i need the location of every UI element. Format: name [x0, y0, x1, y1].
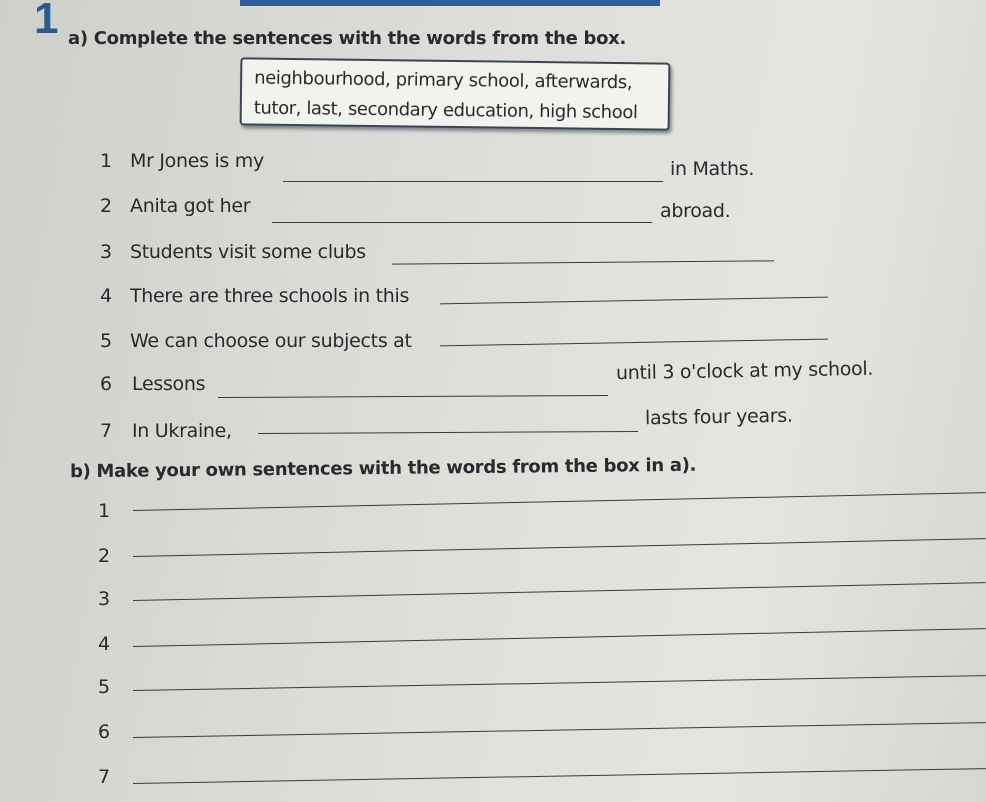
- part-b-number-4: 4: [98, 633, 111, 655]
- part-b-line-1[interactable]: [133, 492, 986, 511]
- part-b-line-6[interactable]: [133, 722, 986, 738]
- part-b-line-3[interactable]: [133, 582, 986, 601]
- sentence-6-number: 6: [100, 373, 112, 395]
- part-b-line-4[interactable]: [133, 628, 986, 647]
- header-bar: [240, 0, 660, 6]
- part-b-line-7[interactable]: [133, 768, 986, 784]
- sentence-1-end: in Maths.: [670, 158, 755, 180]
- part-b-number-6: 6: [98, 721, 111, 743]
- part-b-number-3: 3: [98, 588, 111, 610]
- part-b-number-7: 7: [98, 766, 111, 788]
- sentence-7-end: lasts four years.: [644, 404, 793, 430]
- sentence-2-end: abroad.: [660, 200, 731, 222]
- part-b-line-2[interactable]: [133, 538, 986, 557]
- answer-blank-5[interactable]: [440, 339, 828, 347]
- sentence-6-end: until 3 o'clock at my school.: [615, 357, 874, 385]
- sentence-4-number: 4: [100, 285, 112, 307]
- answer-blank-4[interactable]: [440, 297, 828, 305]
- answer-blank-6[interactable]: [218, 395, 608, 398]
- sentence-3-number: 3: [100, 241, 112, 263]
- part-b-instruction: b) Make your own sentences with the words from the box in a).: [69, 454, 697, 483]
- part-b-line-5[interactable]: [133, 675, 986, 691]
- exercise-number: 1: [34, 0, 59, 43]
- word-box-line-2: tutor, last, secondary education, high school: [253, 97, 638, 124]
- sentence-5-number: 5: [100, 330, 112, 352]
- sentence-7-text: In Ukraine,: [132, 420, 232, 442]
- part-a-instruction: a) Complete the sentences with the words from the box.: [68, 28, 627, 49]
- answer-blank-7[interactable]: [258, 431, 638, 434]
- sentence-6-text: Lessons: [132, 373, 206, 395]
- part-b-number-2: 2: [98, 545, 111, 567]
- sentence-1-number: 1: [100, 150, 112, 172]
- part-b-number-1: 1: [98, 500, 111, 522]
- sentence-2-text: Anita got her: [130, 195, 251, 217]
- word-box: [240, 57, 671, 130]
- answer-blank-3[interactable]: [392, 260, 774, 264]
- word-box-line-1: neighbourhood, primary school, afterwards,: [254, 67, 633, 94]
- answer-blank-1[interactable]: [283, 181, 663, 182]
- sentence-3-text: Students visit some clubs: [130, 241, 366, 263]
- sentence-1-text: Mr Jones is my: [130, 150, 264, 172]
- sentence-5-text: We can choose our subjects at: [130, 330, 412, 352]
- sentence-4-text: There are three schools in this: [130, 285, 410, 307]
- sentence-2-number: 2: [100, 195, 112, 217]
- sentence-7-number: 7: [100, 420, 112, 442]
- answer-blank-2[interactable]: [272, 222, 652, 223]
- part-b-number-5: 5: [98, 676, 111, 698]
